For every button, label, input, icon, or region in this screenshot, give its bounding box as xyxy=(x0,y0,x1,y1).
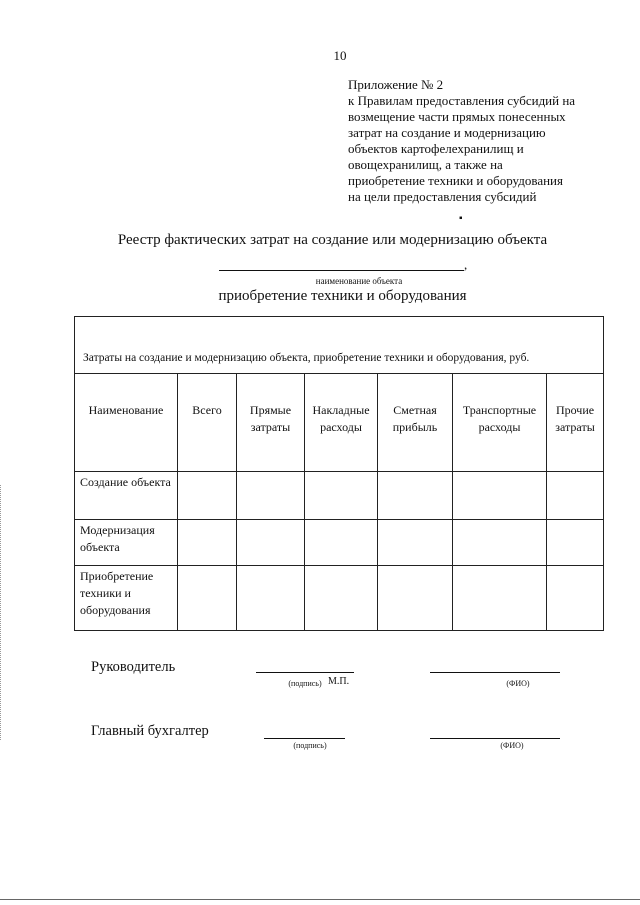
head-signature-caption: (подпись) xyxy=(288,679,322,688)
appendix-line: объектов картофелехранилищ и xyxy=(348,141,524,156)
row-label: Модернизация объекта xyxy=(75,520,178,566)
table-cell xyxy=(305,472,378,520)
appendix-block xyxy=(348,77,618,205)
table-row xyxy=(75,520,604,566)
table-cell xyxy=(178,566,237,631)
stamp-label: М.П. xyxy=(328,676,350,687)
head-name-caption: (ФИО) xyxy=(506,679,530,688)
accountant-label: Главный бухгалтер xyxy=(91,723,209,739)
appendix-line: к Правилам предоставления субсидий на xyxy=(348,93,576,108)
scan-dot: ▪ xyxy=(459,213,463,224)
table-header-row xyxy=(75,374,604,472)
column-header: Прочие затраты xyxy=(547,374,604,472)
appendix-line: Приложение № 2 xyxy=(348,77,444,92)
appendix-line: возмещение части прямых понесенных xyxy=(348,109,566,124)
table-cell xyxy=(453,472,547,520)
column-header: Всего xyxy=(178,374,237,472)
object-name-line xyxy=(219,270,464,271)
table-cell xyxy=(453,566,547,631)
column-header: Транспортные расходы xyxy=(453,374,547,472)
table-cell xyxy=(305,520,378,566)
table-caption: Затраты на создание и модернизацию объекта, приобретение техники и оборудования, руб. xyxy=(75,317,604,374)
object-name-caption: наименование объекта xyxy=(315,276,403,286)
appendix-line: овощехранилищ, а также на xyxy=(348,157,503,172)
table-cell xyxy=(237,472,305,520)
table-row xyxy=(75,472,604,520)
row-label: Создание объекта xyxy=(75,472,178,520)
head-name-line xyxy=(430,672,560,673)
register-subtitle: приобретение техники и оборудования xyxy=(218,288,467,304)
costs-table xyxy=(74,316,604,631)
table-cell xyxy=(237,566,305,631)
head-label: Руководитель xyxy=(91,659,176,675)
table-cell xyxy=(547,472,604,520)
appendix-line: на цели предоставления субсидий xyxy=(348,189,537,204)
table-cell xyxy=(305,566,378,631)
table-row xyxy=(75,566,604,631)
head-signature-line xyxy=(256,672,354,673)
appendix-line: затрат на создание и модернизацию xyxy=(348,125,546,140)
column-header: Сметная прибыль xyxy=(378,374,453,472)
column-header: Наименование xyxy=(75,374,178,472)
table-cell xyxy=(453,520,547,566)
table-cell xyxy=(237,520,305,566)
table-cell xyxy=(378,566,453,631)
accountant-name-line xyxy=(430,738,560,739)
accountant-signature-line xyxy=(264,738,345,739)
appendix-line: приобретение техники и оборудования xyxy=(348,173,563,188)
row-label: Приобретение техники и оборудования xyxy=(75,566,178,631)
object-name-comma: , xyxy=(464,257,468,272)
register-title: Реестр фактических затрат на создание или модернизацию объекта xyxy=(117,232,548,248)
column-header: Накладные расходы xyxy=(305,374,378,472)
table-cell xyxy=(547,520,604,566)
accountant-name-caption: (ФИО) xyxy=(500,741,524,750)
table-cell xyxy=(178,520,237,566)
table-cell xyxy=(378,472,453,520)
scan-margin-marks xyxy=(0,485,4,740)
table-cell xyxy=(547,566,604,631)
page-bottom-edge xyxy=(0,899,640,900)
page-number: 10 xyxy=(333,48,347,63)
column-header: Прямые затраты xyxy=(237,374,305,472)
table-cell xyxy=(178,472,237,520)
accountant-signature-caption: (подпись) xyxy=(293,741,327,750)
table-cell xyxy=(378,520,453,566)
